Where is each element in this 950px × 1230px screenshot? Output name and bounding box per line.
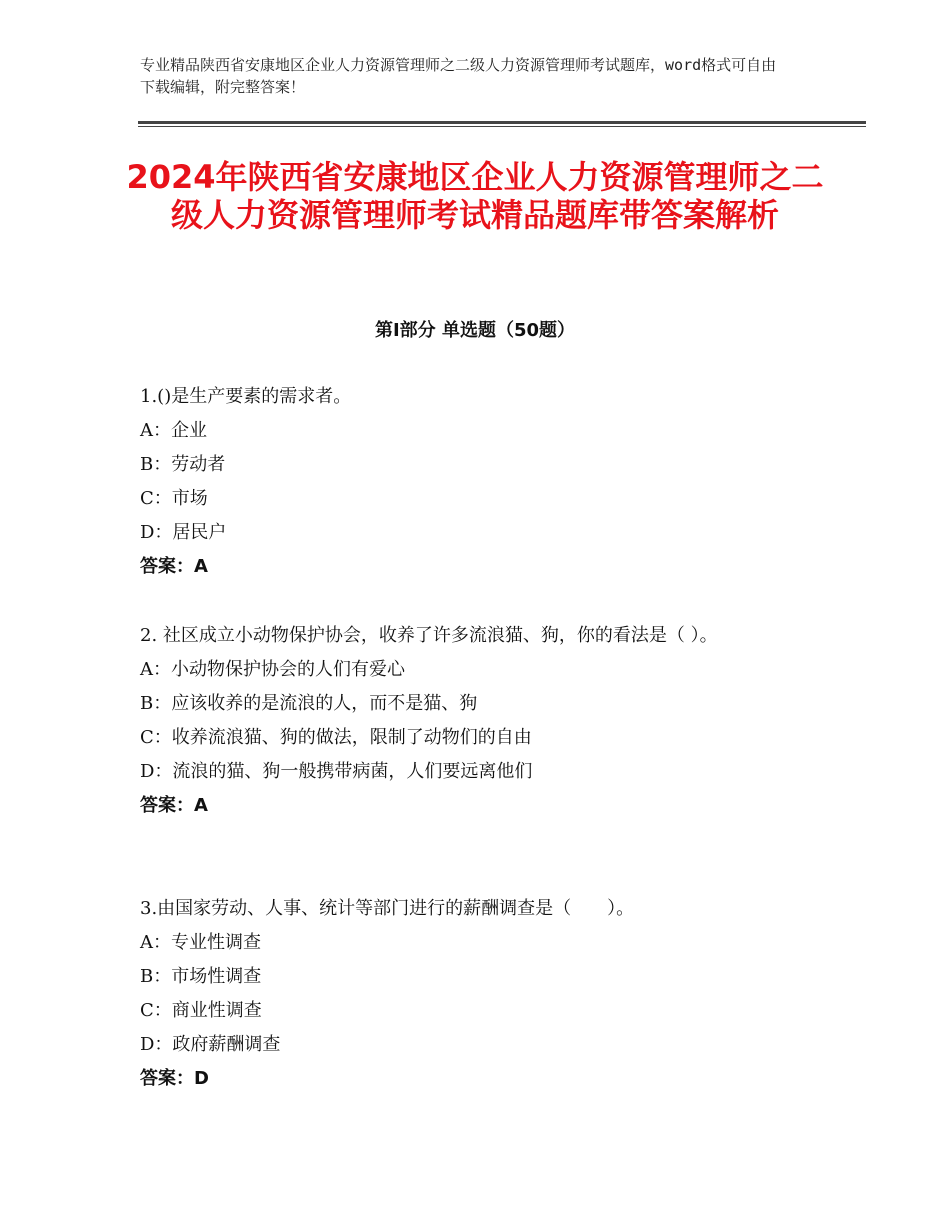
option-c: C：收养流浪猫、狗的做法，限制了动物们的自由 [140, 727, 532, 748]
option-a: A：企业 [140, 420, 207, 441]
question-stem: 1.()是生产要素的需求者。 [140, 386, 352, 407]
header-rule-thick [138, 121, 866, 124]
option-c: C：商业性调查 [140, 1000, 262, 1021]
option-a: A：小动物保护协会的人们有爱心 [140, 659, 405, 680]
document-title: 2024年陕西省安康地区企业人力资源管理师之二级人力资源管理师考试精品题库带答案解析 [126, 158, 824, 234]
option-b: B：劳动者 [140, 454, 226, 475]
option-b: B：应该收养的是流浪的人，而不是猫、狗 [140, 693, 478, 714]
header-rule-thin [138, 126, 866, 127]
header-note: 专业精品陕西省安康地区企业人力资源管理师之二级人力资源管理师考试题库，word格式可自由下载编辑，附完整答案！ [140, 56, 777, 96]
option-b: B：市场性调查 [140, 966, 262, 987]
section-title: 第Ⅰ部分 单选题（50题） [374, 320, 575, 341]
answer: 答案：A [140, 795, 208, 816]
option-c: C：市场 [140, 488, 208, 509]
option-d: D：流浪的猫、狗一般携带病菌，人们要远离他们 [140, 761, 533, 782]
question-3 [140, 892, 800, 1096]
option-a: A：专业性调查 [140, 932, 261, 953]
question-stem: 3.由国家劳动、人事、统计等部门进行的薪酬调查是（ ）。 [140, 898, 635, 919]
option-d: D：政府薪酬调查 [140, 1034, 281, 1055]
question-stem: 2. 社区成立小动物保护协会，收养了许多流浪猫、狗，你的看法是（ ）。 [140, 625, 718, 646]
answer: 答案：D [140, 1068, 209, 1089]
answer: 答案：A [140, 556, 208, 577]
option-d: D：居民户 [140, 522, 227, 543]
question-1 [140, 380, 800, 584]
question-2 [140, 619, 800, 823]
